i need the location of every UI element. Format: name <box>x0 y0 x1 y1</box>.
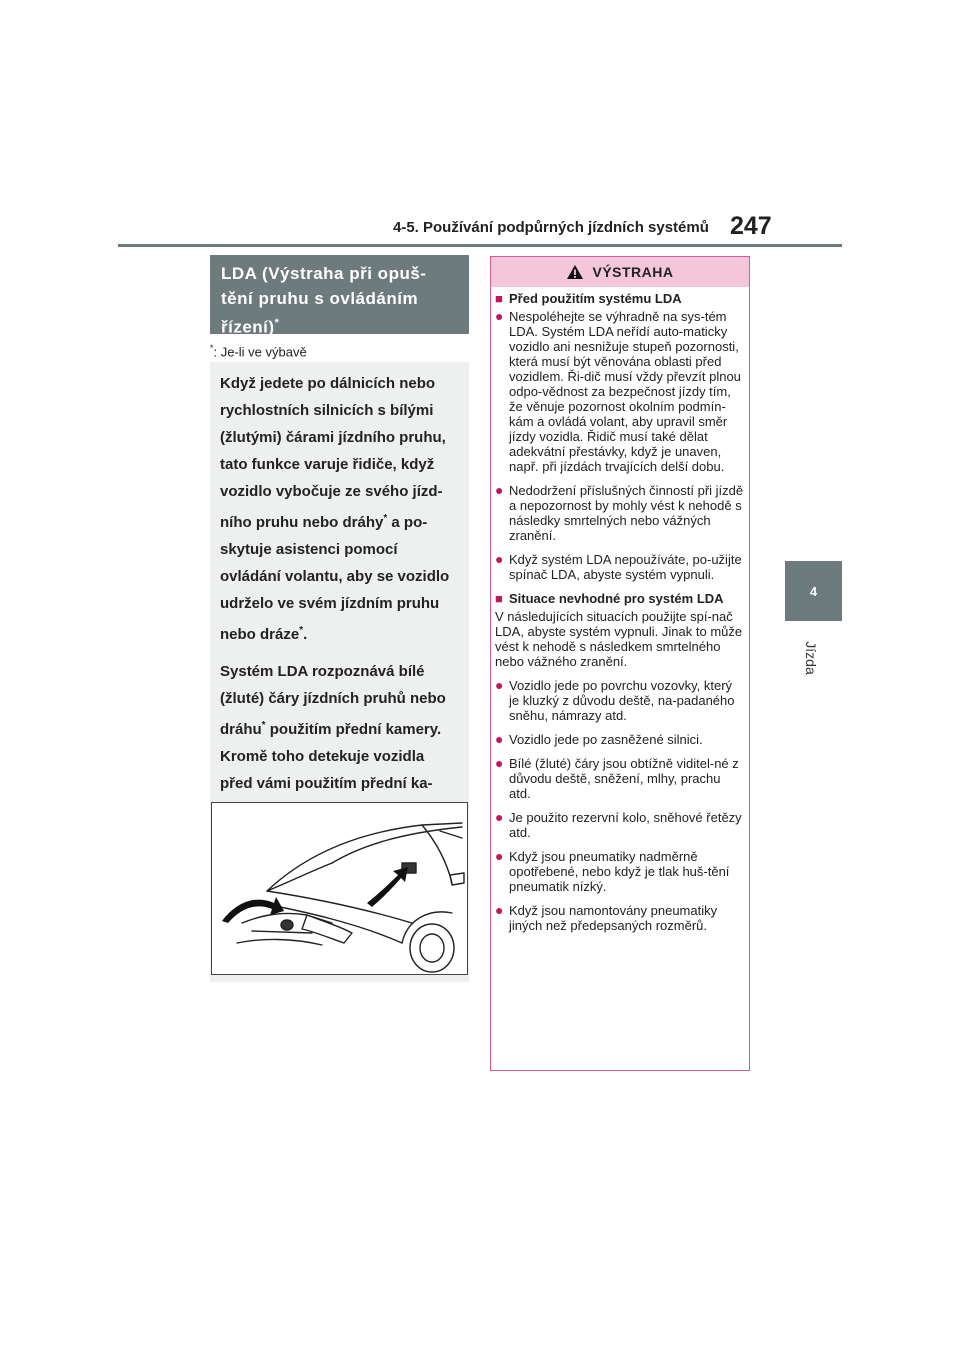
list-item <box>495 756 745 801</box>
car-front-camera-radar-illustration <box>211 802 468 975</box>
desc-p2-part1: Systém LDA rozpoznává bílé (žluté) čáry jízdních pruhů nebo dráhu <box>220 663 446 738</box>
list-item-text: Bílé (žluté) čáry jsou obtížně viditel-né z důvodu deště, sněžení, mlhy, prachu atd. <box>509 756 739 801</box>
lda-title-asterisk: * <box>274 317 280 329</box>
square-bullet-icon: ■ <box>495 591 503 606</box>
availability-text: : Je-li ve výbavě <box>213 344 307 360</box>
warning-section-1-label: Před použitím systému LDA <box>509 291 682 306</box>
section-header: 4-5. Používání podpůrných jízdních systémů <box>393 219 709 236</box>
description-box <box>210 362 469 800</box>
warning-header <box>491 257 749 287</box>
round-bullet-icon: ● <box>495 308 504 324</box>
list-item <box>495 810 745 840</box>
round-bullet-icon: ● <box>495 755 504 771</box>
round-bullet-icon: ● <box>495 902 504 918</box>
round-bullet-icon: ● <box>495 482 504 498</box>
list-item-text: Vozidlo jede po zasněžené silnici. <box>509 732 703 747</box>
warning-section-2-title <box>495 591 745 606</box>
desc-p1-part2: a po-skytuje asistenci pomocí ovládání volantu, aby se vozidlo udrželo ve svém jízdním pruhu nebo dráze <box>220 514 450 643</box>
chapter-tab[interactable]: 4 <box>785 561 842 621</box>
list-item-text: Když jsou pneumatiky nadměrně opotřebené, nebo když je tlak huš-tění pneumatik nízký. <box>509 849 730 894</box>
description-paragraph-1 <box>220 370 459 648</box>
availability-note <box>210 343 307 359</box>
warning-triangle-icon <box>566 264 584 280</box>
list-item <box>495 309 745 474</box>
warning-section-2-label: Situace nevhodné pro systém LDA <box>509 591 724 606</box>
warning-section-1-title <box>495 291 745 306</box>
availability-marker: * <box>210 343 214 353</box>
warning-section-2-intro: V následujících situacích použijte spí-nač LDA, abyste systém vypnuli. Jinak to může vést k nehodě s následkem smrtelného nebo vážného zranění. <box>495 609 743 669</box>
lda-title-text: LDA (Výstraha při opuš-tění pruhu s ovládáním řízení) <box>221 264 427 337</box>
desc-p1-part1: Když jedete po dálnicích nebo rychlostních silnicích s bílými (žlutými) čárami jízdního pruhu, tato funkce varuje řidiče, když vozidlo vybočuje ze svého jízd-ního pruhu nebo dráhy <box>220 375 446 531</box>
square-bullet-icon: ■ <box>495 291 503 306</box>
list-item-text: Když jsou namontovány pneumatiky jiných než předepsaných rozměrů. <box>509 903 718 933</box>
list-item-text: Nedodržení příslušných činností při jízdě a nepozornost by mohly vést k nehodě s následky smrtelných nebo vážných zranění. <box>509 483 744 543</box>
desc-p1-mark2: * <box>299 625 304 636</box>
list-item <box>495 732 745 747</box>
desc-p1-part3: . <box>303 626 308 643</box>
desc-p1-mark1: * <box>383 513 388 524</box>
list-item-text: Nespoléhejte se výhradně na sys-tém LDA. Systém LDA neřídí auto-maticky vozidlo ani nesnižuje stupeň pozornosti, která musí být věnována oblasti před vozidlem. Ři-dič musí vždy převzít plnou odpo-vědnost za bezpečnost jízdy tím, že věnuje pozornost okolním podmín-kám a ovládá volant, aby upravil směr jízdy vozidla. Řidič musí také dělat adekvátní přestávky, když je unaven, např. při jízdách trvajících delší dobu. <box>509 309 741 474</box>
round-bullet-icon: ● <box>495 677 504 693</box>
list-item <box>495 849 745 894</box>
warning-title: VÝSTRAHA <box>592 264 674 280</box>
round-bullet-icon: ● <box>495 731 504 747</box>
desc-p2-mark: * <box>261 720 266 731</box>
desc-p2-part2: použitím přední kamery. Kromě toho detekuje vozidla před vámi použitím přední ka- <box>220 721 442 792</box>
round-bullet-icon: ● <box>495 551 504 567</box>
list-item-text: Je použito rezervní kolo, sněhové řetězy atd. <box>509 810 742 840</box>
list-item <box>495 483 745 543</box>
car-illustration-svg <box>212 803 467 974</box>
list-item-text: Vozidlo jede po povrchu vozovky, který je kluzký z důvodu deště, na-padaného sněhu, námrazy atd. <box>509 678 735 723</box>
list-item <box>495 552 745 582</box>
header-divider <box>118 244 842 247</box>
chapter-label: Jízda <box>803 641 819 675</box>
page-number: 247 <box>730 212 772 240</box>
round-bullet-icon: ● <box>495 848 504 864</box>
list-item <box>495 678 745 723</box>
lda-title-box <box>210 255 469 337</box>
list-item <box>495 903 745 933</box>
list-item-text: Když systém LDA nepoužíváte, po-užijte spínač LDA, abyste systém vypnuli. <box>509 552 742 582</box>
round-bullet-icon: ● <box>495 809 504 825</box>
warning-body <box>495 291 745 942</box>
